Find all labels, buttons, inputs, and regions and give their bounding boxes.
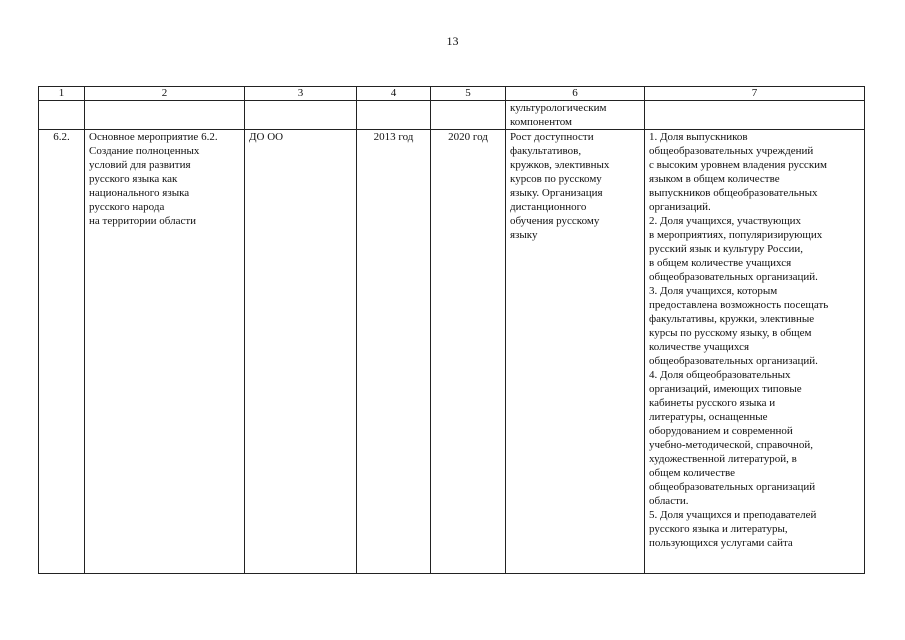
empty-cell	[431, 101, 506, 130]
header-cell: 5	[431, 87, 506, 101]
text-line: общеобразовательных учреждений	[649, 145, 814, 157]
text-line: общеобразовательных организаций	[649, 481, 816, 493]
text-line: общем количестве	[649, 467, 736, 479]
executor-cell: ДО ОО	[245, 130, 357, 574]
row-number-cell: 6.2.	[39, 130, 85, 574]
header-cell: 2	[85, 87, 245, 101]
text-line: языку	[510, 229, 538, 241]
header-cell: 4	[357, 87, 431, 101]
text-line: художественной литературой, в	[649, 453, 797, 465]
program-table	[38, 86, 865, 574]
end-year-cell: 2020 год	[431, 130, 506, 574]
text-line: в мероприятиях, популяризирующих	[649, 229, 823, 241]
text-line: Рост доступности	[510, 131, 594, 143]
text-line: общеобразовательных организаций.	[649, 355, 818, 367]
text-line: Основное мероприятие 6.2.	[89, 131, 218, 143]
text-line: организаций, имеющих типовые	[649, 383, 802, 395]
header-cell: 6	[506, 87, 645, 101]
text-line: факультативов,	[510, 145, 582, 157]
text-line: организаций.	[649, 201, 711, 213]
text-line: русский язык и культуру России,	[649, 243, 803, 255]
text-line: дистанционного	[510, 201, 587, 213]
text-line: оборудованием и современной	[649, 425, 793, 437]
text-line: национального языка	[89, 187, 190, 199]
text-line: количестве учащихся	[649, 341, 750, 353]
header-cell: 7	[645, 87, 865, 101]
text-line: условий для развития	[89, 159, 191, 171]
text-line: пользующихся услугами сайта	[649, 537, 793, 549]
text-line: Создание полноценных	[89, 145, 200, 157]
text-line: обучения русскому	[510, 215, 600, 227]
text-line: на территории области	[89, 215, 197, 227]
text-line: области.	[649, 495, 689, 507]
text-line: кабинеты русского языка и	[649, 397, 776, 409]
text-line: курсы по русскому языку, в общем	[649, 327, 812, 339]
text-line: 3. Доля учащихся, которым	[649, 285, 778, 297]
text-line: языком в общем количестве	[649, 173, 780, 185]
text-line: 2. Доля учащихся, участвующих	[649, 215, 802, 227]
text-line: с высоким уровнем владения русским	[649, 159, 828, 171]
header-row	[39, 87, 865, 101]
table-row	[39, 130, 865, 574]
text-line: факультативы, кружки, элективные	[649, 313, 815, 325]
text-line: литературы, оснащенные	[649, 411, 768, 423]
measure-cell	[85, 130, 245, 574]
text-line: 4. Доля общеобразовательных	[649, 369, 791, 381]
indicators-cell	[645, 130, 865, 574]
text-line: русского языка и литературы,	[649, 523, 788, 535]
text-line: компонентом	[510, 116, 572, 128]
result-cell	[506, 130, 645, 574]
text-line: языку. Организация	[510, 187, 603, 199]
empty-cell	[85, 101, 245, 130]
continuation-row	[39, 101, 865, 130]
empty-cell	[357, 101, 431, 130]
empty-cell	[645, 101, 865, 130]
header-cell: 3	[245, 87, 357, 101]
text-line: русского языка как	[89, 173, 178, 185]
text-line: курсов по русскому	[510, 173, 602, 185]
text-line: русского народа	[89, 201, 165, 213]
text-line: выпускников общеобразовательных	[649, 187, 818, 199]
text-line: культурологическим	[510, 102, 607, 114]
start-year-cell: 2013 год	[357, 130, 431, 574]
text-line: учебно-методической, справочной,	[649, 439, 814, 451]
text-line: кружков, элективных	[510, 159, 610, 171]
text-line: в общем количестве учащихся	[649, 257, 792, 269]
header-cell: 1	[39, 87, 85, 101]
empty-cell	[39, 101, 85, 130]
text-line: 5. Доля учащихся и преподавателей	[649, 509, 817, 521]
text-line: предоставлена возможность посещать	[649, 299, 829, 311]
continuation-result-cell	[506, 101, 645, 130]
text-line: 1. Доля выпускников	[649, 131, 748, 143]
empty-cell	[245, 101, 357, 130]
text-line: общеобразовательных организаций.	[649, 271, 818, 283]
page-number: 13	[446, 34, 459, 48]
